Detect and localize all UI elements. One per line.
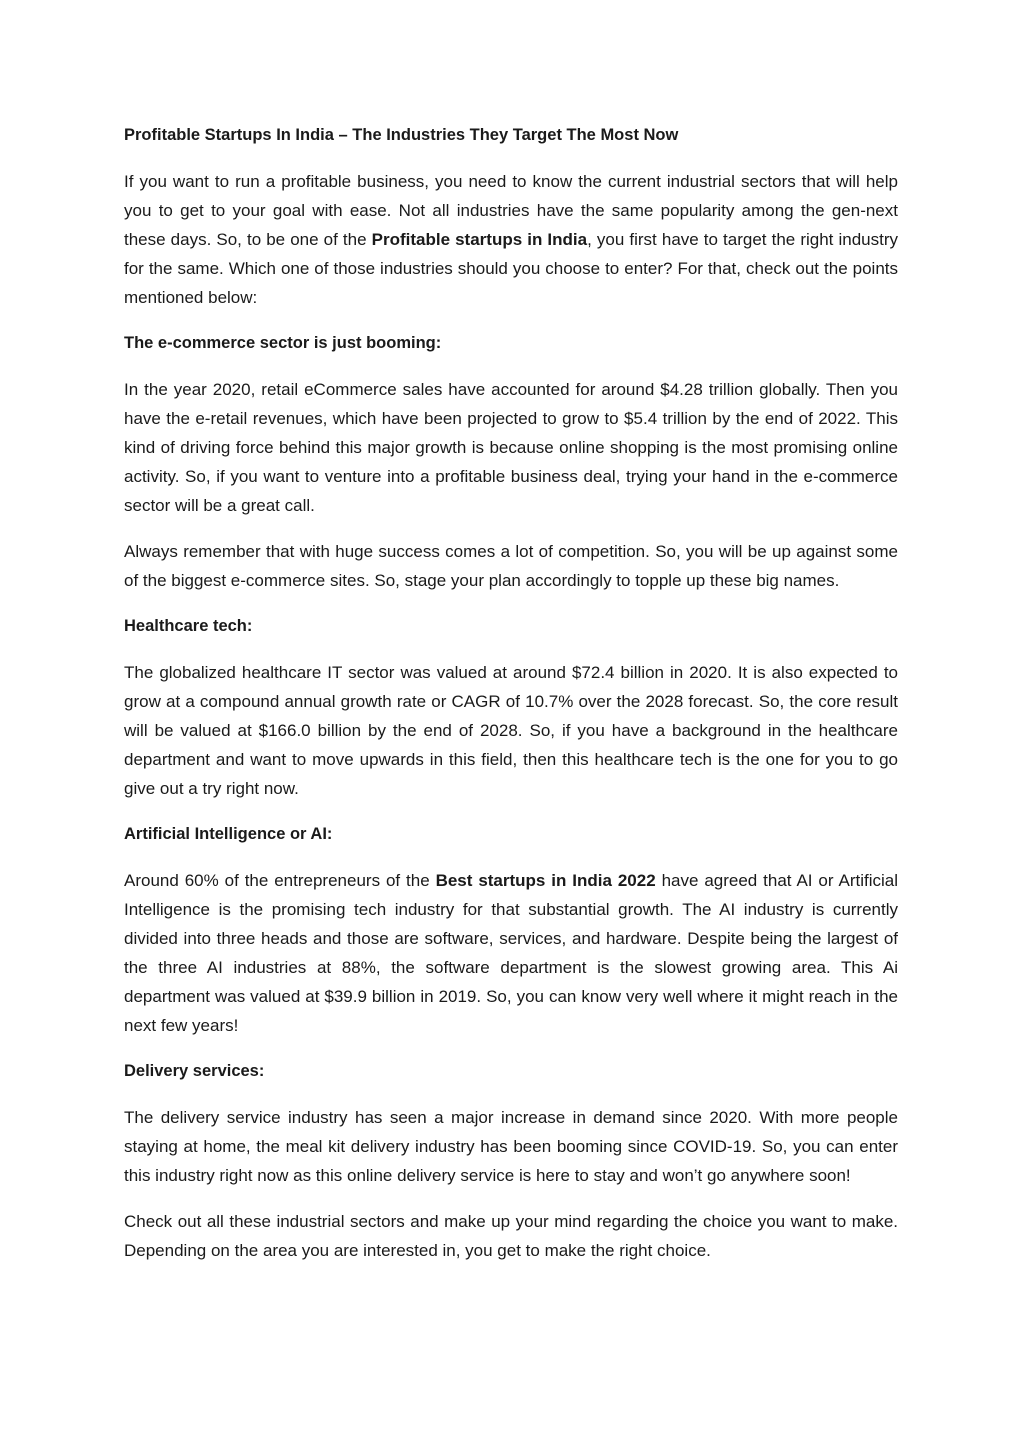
document-page	[124, 121, 898, 1282]
ecommerce-paragraph-2: Always remember that with huge success comes a lot of competition. So, you will be up against some of the biggest e-commerce sites. So, stage your plan accordingly to topple up these big names.	[124, 542, 898, 590]
ecommerce-paragraph-1: In the year 2020, retail eCommerce sales have accounted for around $4.28 trillion globally. Then you have the e-retail revenues, which have been projected to grow to $5.4 trillion by the end of 2022. This kind of driving force behind this major growth is because online shopping is the most promising online activity. So, if you want to venture into a profitable business deal, trying your hand in the e-commerce sector will be a great call.	[124, 380, 898, 515]
heading-ecommerce: The e-commerce sector is just booming:	[124, 334, 442, 352]
conclusion-paragraph: Check out all these industrial sectors and make up your mind regarding the choice you want to make. Depending on the area you are interested in, you get to make the right choice.	[124, 1212, 898, 1260]
intro-bold-phrase: Profitable startups in India	[371, 230, 588, 249]
ai-text-before: Around 60% of the entrepreneurs of the	[124, 871, 436, 890]
heading-ai: Artificial Intelligence or AI:	[124, 825, 333, 843]
ai-bold-phrase: Best startups in India 2022	[435, 871, 656, 890]
ai-text-after: have agreed that AI or Artificial Intelligence is the promising tech industry for that substantial growth. The AI industry is currently divided into three heads and those are software, services, and hardware. Despite being the largest of the three AI industries at 88%, the software department is the slowest growing area. This Ai department was valued at $39.9 billion in 2019. So, you can know very well where it might reach in the next few years!	[124, 871, 898, 1035]
ai-paragraph	[124, 866, 898, 1040]
heading-delivery: Delivery services:	[124, 1062, 265, 1080]
intro-text-after: , you first have to target the right industry for the same. Which one of those industries should you choose to enter? For that, check out the points mentioned below:	[124, 230, 898, 307]
intro-text-before: If you want to run a profitable business, you need to know the current industrial sectors that will help you to get to your goal with ease. Not all industries have the same popularity among the gen-next these days. So, to be one of the	[124, 172, 898, 249]
intro-paragraph	[124, 167, 898, 312]
delivery-paragraph: The delivery service industry has seen a major increase in demand since 2020. With more people staying at home, the meal kit delivery industry has been booming since COVID-19. So, you can enter this industry right now as this online delivery service is here to stay and won’t go anywhere soon!	[124, 1108, 898, 1185]
document-title: Profitable Startups In India – The Industries They Target The Most Now	[124, 126, 679, 144]
heading-healthcare: Healthcare tech:	[124, 617, 253, 635]
healthcare-paragraph: The globalized healthcare IT sector was valued at around $72.4 billion in 2020. It is also expected to grow at a compound annual growth rate or CAGR of 10.7% over the 2028 forecast. So, the core result will be valued at $166.0 billion by the end of 2028. So, if you have a background in the healthcare department and want to move upwards in this field, then this healthcare tech is the one for you to go give out a try right now.	[124, 663, 898, 798]
